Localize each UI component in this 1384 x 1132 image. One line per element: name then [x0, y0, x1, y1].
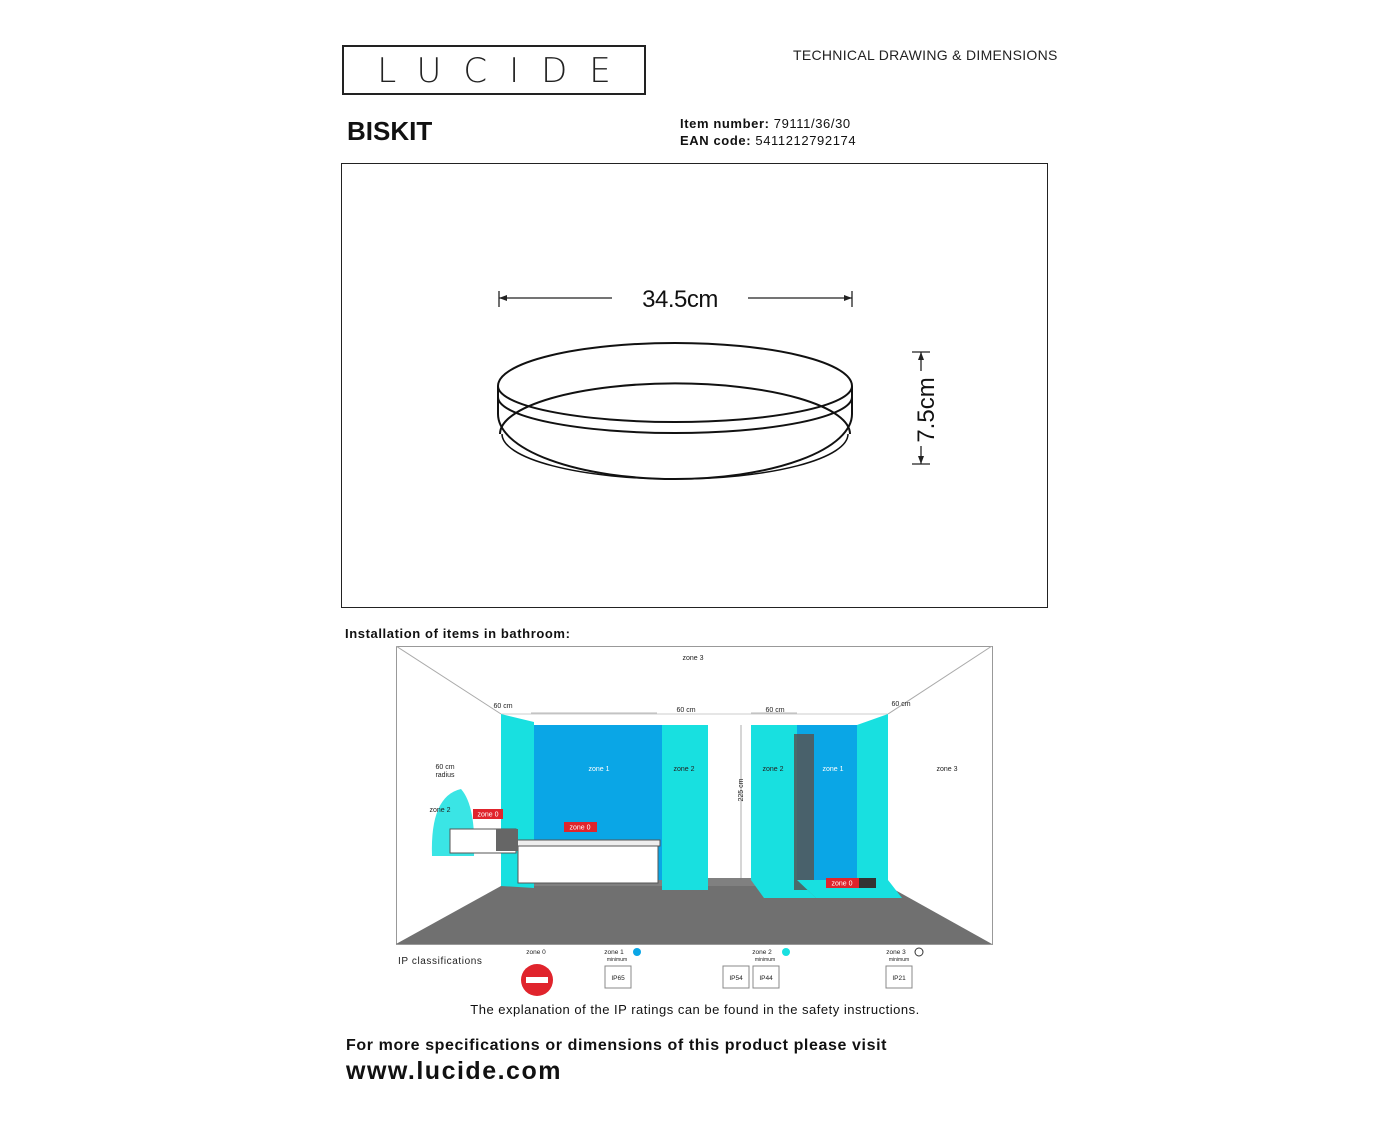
dim-60-left: 60 cm: [493, 703, 513, 710]
ip-zone1-minimum: minimum: [606, 957, 628, 963]
lamp-drawing: [342, 164, 1047, 607]
zone2-color-dot: [782, 948, 790, 956]
zone3-top-label: zone 3: [682, 655, 704, 662]
zone1-bath-label: zone 1: [588, 766, 610, 773]
ip-zone1-label: zone 1: [604, 949, 624, 956]
ip-explanation-note: The explanation of the IP ratings can be found in the safety instructions.: [470, 1002, 920, 1017]
zone0-shower-label: zone 0: [831, 880, 853, 888]
dim-height-225: 225 cm: [738, 778, 745, 802]
lucide-logo: [342, 45, 646, 95]
ip-title: IP classifications: [398, 956, 483, 967]
ip-zone2-label: zone 2: [752, 949, 772, 956]
ip65-box: IP65: [611, 975, 625, 982]
zone1-color-dot: [633, 948, 641, 956]
ean-row: [680, 133, 856, 148]
ean-label: EAN code:: [680, 133, 752, 148]
footer-text: For more specifications or dimensions of this product please visit: [346, 1037, 888, 1054]
dim-radius-line2: radius: [435, 772, 455, 779]
ip21-box: IP21: [892, 975, 906, 982]
floor: [396, 886, 992, 944]
item-number-label: Item number:: [680, 116, 770, 131]
dim-60-shower: 60 cm: [765, 707, 785, 714]
dim-60-bath: 60 cm: [676, 707, 696, 714]
ean-value: 5411212792174: [755, 133, 857, 148]
zone2-bath-label: zone 2: [673, 766, 695, 773]
bath-zone-2: [662, 725, 708, 880]
ip54-box: IP54: [729, 975, 743, 982]
zone3-right-label: zone 3: [936, 766, 958, 773]
ip-zone3-label: zone 3: [886, 949, 906, 956]
bathroom-section-title: Installation of items in bathroom:: [345, 626, 571, 641]
ip-zone0-label: zone 0: [526, 949, 546, 956]
technical-drawing: [341, 163, 1048, 608]
bathroom-zones-diagram: [396, 646, 993, 996]
ip-zone2-minimum: minimum: [754, 957, 776, 963]
item-number-value: 79111/36/30: [773, 116, 851, 131]
zone2-sink-label: zone 2: [429, 807, 451, 814]
zone0-bath-label: zone 0: [569, 824, 591, 832]
zone3-color-dot: [915, 948, 923, 956]
height-label: 7.5cm: [913, 377, 940, 443]
document-type: TECHNICAL DRAWING & DIMENSIONS: [793, 47, 1058, 63]
item-number-row: [680, 116, 851, 131]
lamp-outline: [498, 343, 852, 479]
dim-radius-line1: 60 cm: [435, 764, 455, 771]
website-link[interactable]: www.lucide.com: [346, 1057, 562, 1085]
shower-zone-2: [751, 725, 797, 880]
logo-text: LUCIDE: [377, 51, 633, 91]
zone1-shower-label: zone 1: [822, 766, 844, 773]
zone0-sink-label: zone 0: [477, 811, 499, 819]
width-label: 34.5cm: [642, 286, 718, 313]
zone2-shower-label: zone 2: [762, 766, 784, 773]
product-name: BISKIT: [347, 116, 433, 146]
dim-60-right: 60 cm: [891, 701, 911, 708]
ip-zone3-minimum: minimum: [888, 957, 910, 963]
ip44-box: IP44: [759, 975, 773, 982]
